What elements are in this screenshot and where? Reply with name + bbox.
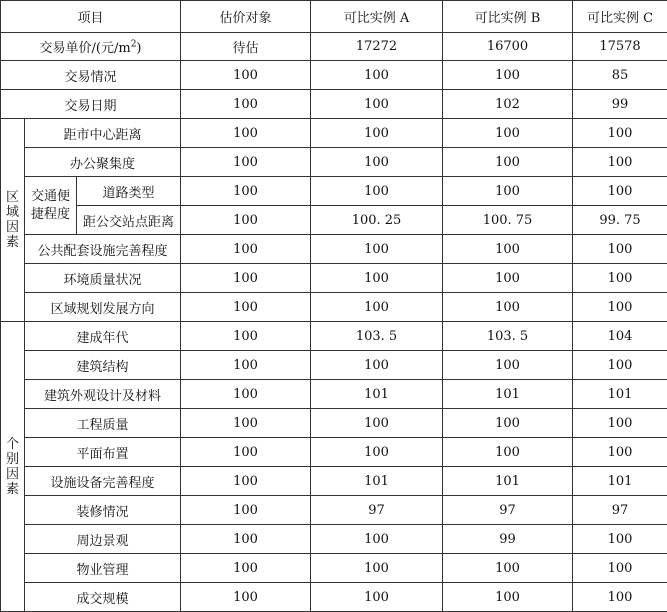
cell-case-c: 99 bbox=[573, 90, 667, 119]
cell-case-a: 101 bbox=[311, 380, 443, 409]
cell-case-b: 100 bbox=[443, 438, 573, 467]
table-row bbox=[1, 235, 667, 264]
row-label: 道路类型 bbox=[77, 177, 181, 206]
table-row bbox=[1, 264, 667, 293]
header-row bbox=[1, 1, 667, 33]
table-body bbox=[1, 1, 667, 612]
cell-case-a: 97 bbox=[311, 496, 443, 525]
individual-char: 别 bbox=[1, 452, 24, 467]
cell-case-a: 100 bbox=[311, 264, 443, 293]
price-label-prefix: 交易单价/(元/m bbox=[40, 41, 131, 56]
cell-case-c: 104 bbox=[573, 322, 667, 351]
row-label: 公共配套设施完善程度 bbox=[25, 235, 181, 264]
cell-case-a: 100 bbox=[311, 583, 443, 612]
row-label: 建筑外观设计及材料 bbox=[25, 380, 181, 409]
cell-case-b: 100. 75 bbox=[443, 206, 573, 235]
cell-case-a: 103. 5 bbox=[311, 322, 443, 351]
table-row bbox=[1, 322, 667, 351]
traffic-group-label bbox=[25, 177, 77, 235]
cell-case-b: 100 bbox=[443, 583, 573, 612]
cell-case-a: 100 bbox=[311, 438, 443, 467]
cell-case-c: 100 bbox=[573, 235, 667, 264]
table-row bbox=[1, 409, 667, 438]
cell-case-b: 100 bbox=[443, 61, 573, 90]
cell-case-c: 101 bbox=[573, 467, 667, 496]
cell-case-c: 97 bbox=[573, 496, 667, 525]
cell-subject: 100 bbox=[181, 206, 311, 235]
cell-case-c: 101 bbox=[573, 380, 667, 409]
individual-char: 素 bbox=[1, 482, 24, 497]
regional-char: 因 bbox=[1, 220, 24, 235]
table-row bbox=[1, 554, 667, 583]
regional-char: 区 bbox=[1, 190, 24, 205]
row-label: 距市中心距离 bbox=[25, 119, 181, 148]
cell-subject: 100 bbox=[181, 380, 311, 409]
individual-char: 个 bbox=[1, 437, 24, 452]
cell-case-a: 100 bbox=[311, 525, 443, 554]
cell-subject: 100 bbox=[181, 293, 311, 322]
traffic-label-line: 交通便 bbox=[25, 188, 76, 206]
cell-case-c: 100 bbox=[573, 554, 667, 583]
cell-case-c: 99. 75 bbox=[573, 206, 667, 235]
individual-char: 因 bbox=[1, 467, 24, 482]
row-label: 平面布置 bbox=[25, 438, 181, 467]
row-label: 工程质量 bbox=[25, 409, 181, 438]
row-label: 装修情况 bbox=[25, 496, 181, 525]
row-label: 办公聚集度 bbox=[25, 148, 181, 177]
cell-subject: 100 bbox=[181, 235, 311, 264]
table-row bbox=[1, 206, 667, 235]
cell-subject: 100 bbox=[181, 119, 311, 148]
cell-subject: 100 bbox=[181, 496, 311, 525]
cell-subject: 100 bbox=[181, 525, 311, 554]
cell-case-a: 101 bbox=[311, 467, 443, 496]
cell-case-c: 100 bbox=[573, 264, 667, 293]
cell-case-a: 100 bbox=[311, 409, 443, 438]
table-row bbox=[1, 119, 667, 148]
price-label-sup: 2 bbox=[131, 40, 137, 50]
header-case-a: 可比实例 A bbox=[311, 1, 443, 33]
table-row bbox=[1, 583, 667, 612]
price-case-c: 17578 bbox=[573, 33, 667, 61]
cell-subject: 100 bbox=[181, 583, 311, 612]
cell-case-c: 100 bbox=[573, 409, 667, 438]
cell-case-a: 100. 25 bbox=[311, 206, 443, 235]
row-label: 交易情况 bbox=[1, 61, 181, 90]
cell-case-a: 100 bbox=[311, 119, 443, 148]
price-subject: 待估 bbox=[181, 33, 311, 61]
cell-case-b: 100 bbox=[443, 177, 573, 206]
price-label-suffix: ) bbox=[136, 41, 141, 56]
table-row bbox=[1, 496, 667, 525]
regional-group-label bbox=[1, 119, 25, 322]
price-label bbox=[1, 33, 181, 61]
row-label: 距公交站点距离 bbox=[77, 206, 181, 235]
row-label: 建筑结构 bbox=[25, 351, 181, 380]
table-row bbox=[1, 525, 667, 554]
price-case-a: 17272 bbox=[311, 33, 443, 61]
cell-case-a: 100 bbox=[311, 554, 443, 583]
table-row bbox=[1, 351, 667, 380]
price-case-b: 16700 bbox=[443, 33, 573, 61]
cell-case-a: 100 bbox=[311, 61, 443, 90]
cell-case-c: 100 bbox=[573, 351, 667, 380]
table-row bbox=[1, 438, 667, 467]
cell-case-a: 100 bbox=[311, 177, 443, 206]
row-label: 环境质量状况 bbox=[25, 264, 181, 293]
cell-case-a: 100 bbox=[311, 351, 443, 380]
cell-case-b: 100 bbox=[443, 235, 573, 264]
row-label: 成交规模 bbox=[25, 583, 181, 612]
row-label: 交易日期 bbox=[1, 90, 181, 119]
cell-case-b: 102 bbox=[443, 90, 573, 119]
cell-case-b: 103. 5 bbox=[443, 322, 573, 351]
cell-case-c: 100 bbox=[573, 583, 667, 612]
cell-subject: 100 bbox=[181, 351, 311, 380]
cell-subject: 100 bbox=[181, 554, 311, 583]
cell-case-b: 100 bbox=[443, 264, 573, 293]
cell-case-a: 100 bbox=[311, 148, 443, 177]
table-row bbox=[1, 293, 667, 322]
cell-case-b: 97 bbox=[443, 496, 573, 525]
cell-subject: 100 bbox=[181, 148, 311, 177]
cell-case-b: 100 bbox=[443, 148, 573, 177]
table-row bbox=[1, 177, 667, 206]
cell-case-a: 100 bbox=[311, 293, 443, 322]
header-case-c: 可比实例 C bbox=[573, 1, 667, 33]
cell-case-c: 85 bbox=[573, 61, 667, 90]
cell-case-b: 101 bbox=[443, 467, 573, 496]
table-row bbox=[1, 380, 667, 409]
cell-case-c: 100 bbox=[573, 293, 667, 322]
row-label: 物业管理 bbox=[25, 554, 181, 583]
table-row bbox=[1, 467, 667, 496]
row-label: 区域规划发展方向 bbox=[25, 293, 181, 322]
cell-subject: 100 bbox=[181, 467, 311, 496]
cell-case-b: 99 bbox=[443, 525, 573, 554]
cell-case-b: 100 bbox=[443, 119, 573, 148]
header-item: 项目 bbox=[1, 1, 181, 33]
individual-group-label bbox=[1, 322, 25, 612]
regional-char: 域 bbox=[1, 205, 24, 220]
row-label: 建成年代 bbox=[25, 322, 181, 351]
cell-case-c: 100 bbox=[573, 148, 667, 177]
cell-subject: 100 bbox=[181, 61, 311, 90]
header-case-b: 可比实例 B bbox=[443, 1, 573, 33]
cell-case-a: 100 bbox=[311, 235, 443, 264]
cell-subject: 100 bbox=[181, 438, 311, 467]
cell-subject: 100 bbox=[181, 90, 311, 119]
table-row bbox=[1, 61, 667, 90]
cell-case-b: 100 bbox=[443, 351, 573, 380]
cell-case-c: 100 bbox=[573, 119, 667, 148]
cell-subject: 100 bbox=[181, 264, 311, 293]
table-row bbox=[1, 33, 667, 61]
row-label: 设施设备完善程度 bbox=[25, 467, 181, 496]
cell-case-a: 100 bbox=[311, 90, 443, 119]
cell-case-c: 100 bbox=[573, 525, 667, 554]
cell-case-b: 100 bbox=[443, 293, 573, 322]
table-row bbox=[1, 90, 667, 119]
traffic-label-line: 捷程度 bbox=[25, 206, 76, 224]
cell-subject: 100 bbox=[181, 322, 311, 351]
table-row bbox=[1, 148, 667, 177]
cell-case-c: 100 bbox=[573, 177, 667, 206]
cell-subject: 100 bbox=[181, 409, 311, 438]
cell-subject: 100 bbox=[181, 177, 311, 206]
regional-char: 素 bbox=[1, 235, 24, 250]
cell-case-c: 100 bbox=[573, 438, 667, 467]
cell-case-b: 100 bbox=[443, 554, 573, 583]
header-subject: 估价对象 bbox=[181, 1, 311, 33]
row-label: 周边景观 bbox=[25, 525, 181, 554]
cell-case-b: 100 bbox=[443, 409, 573, 438]
cell-case-b: 101 bbox=[443, 380, 573, 409]
